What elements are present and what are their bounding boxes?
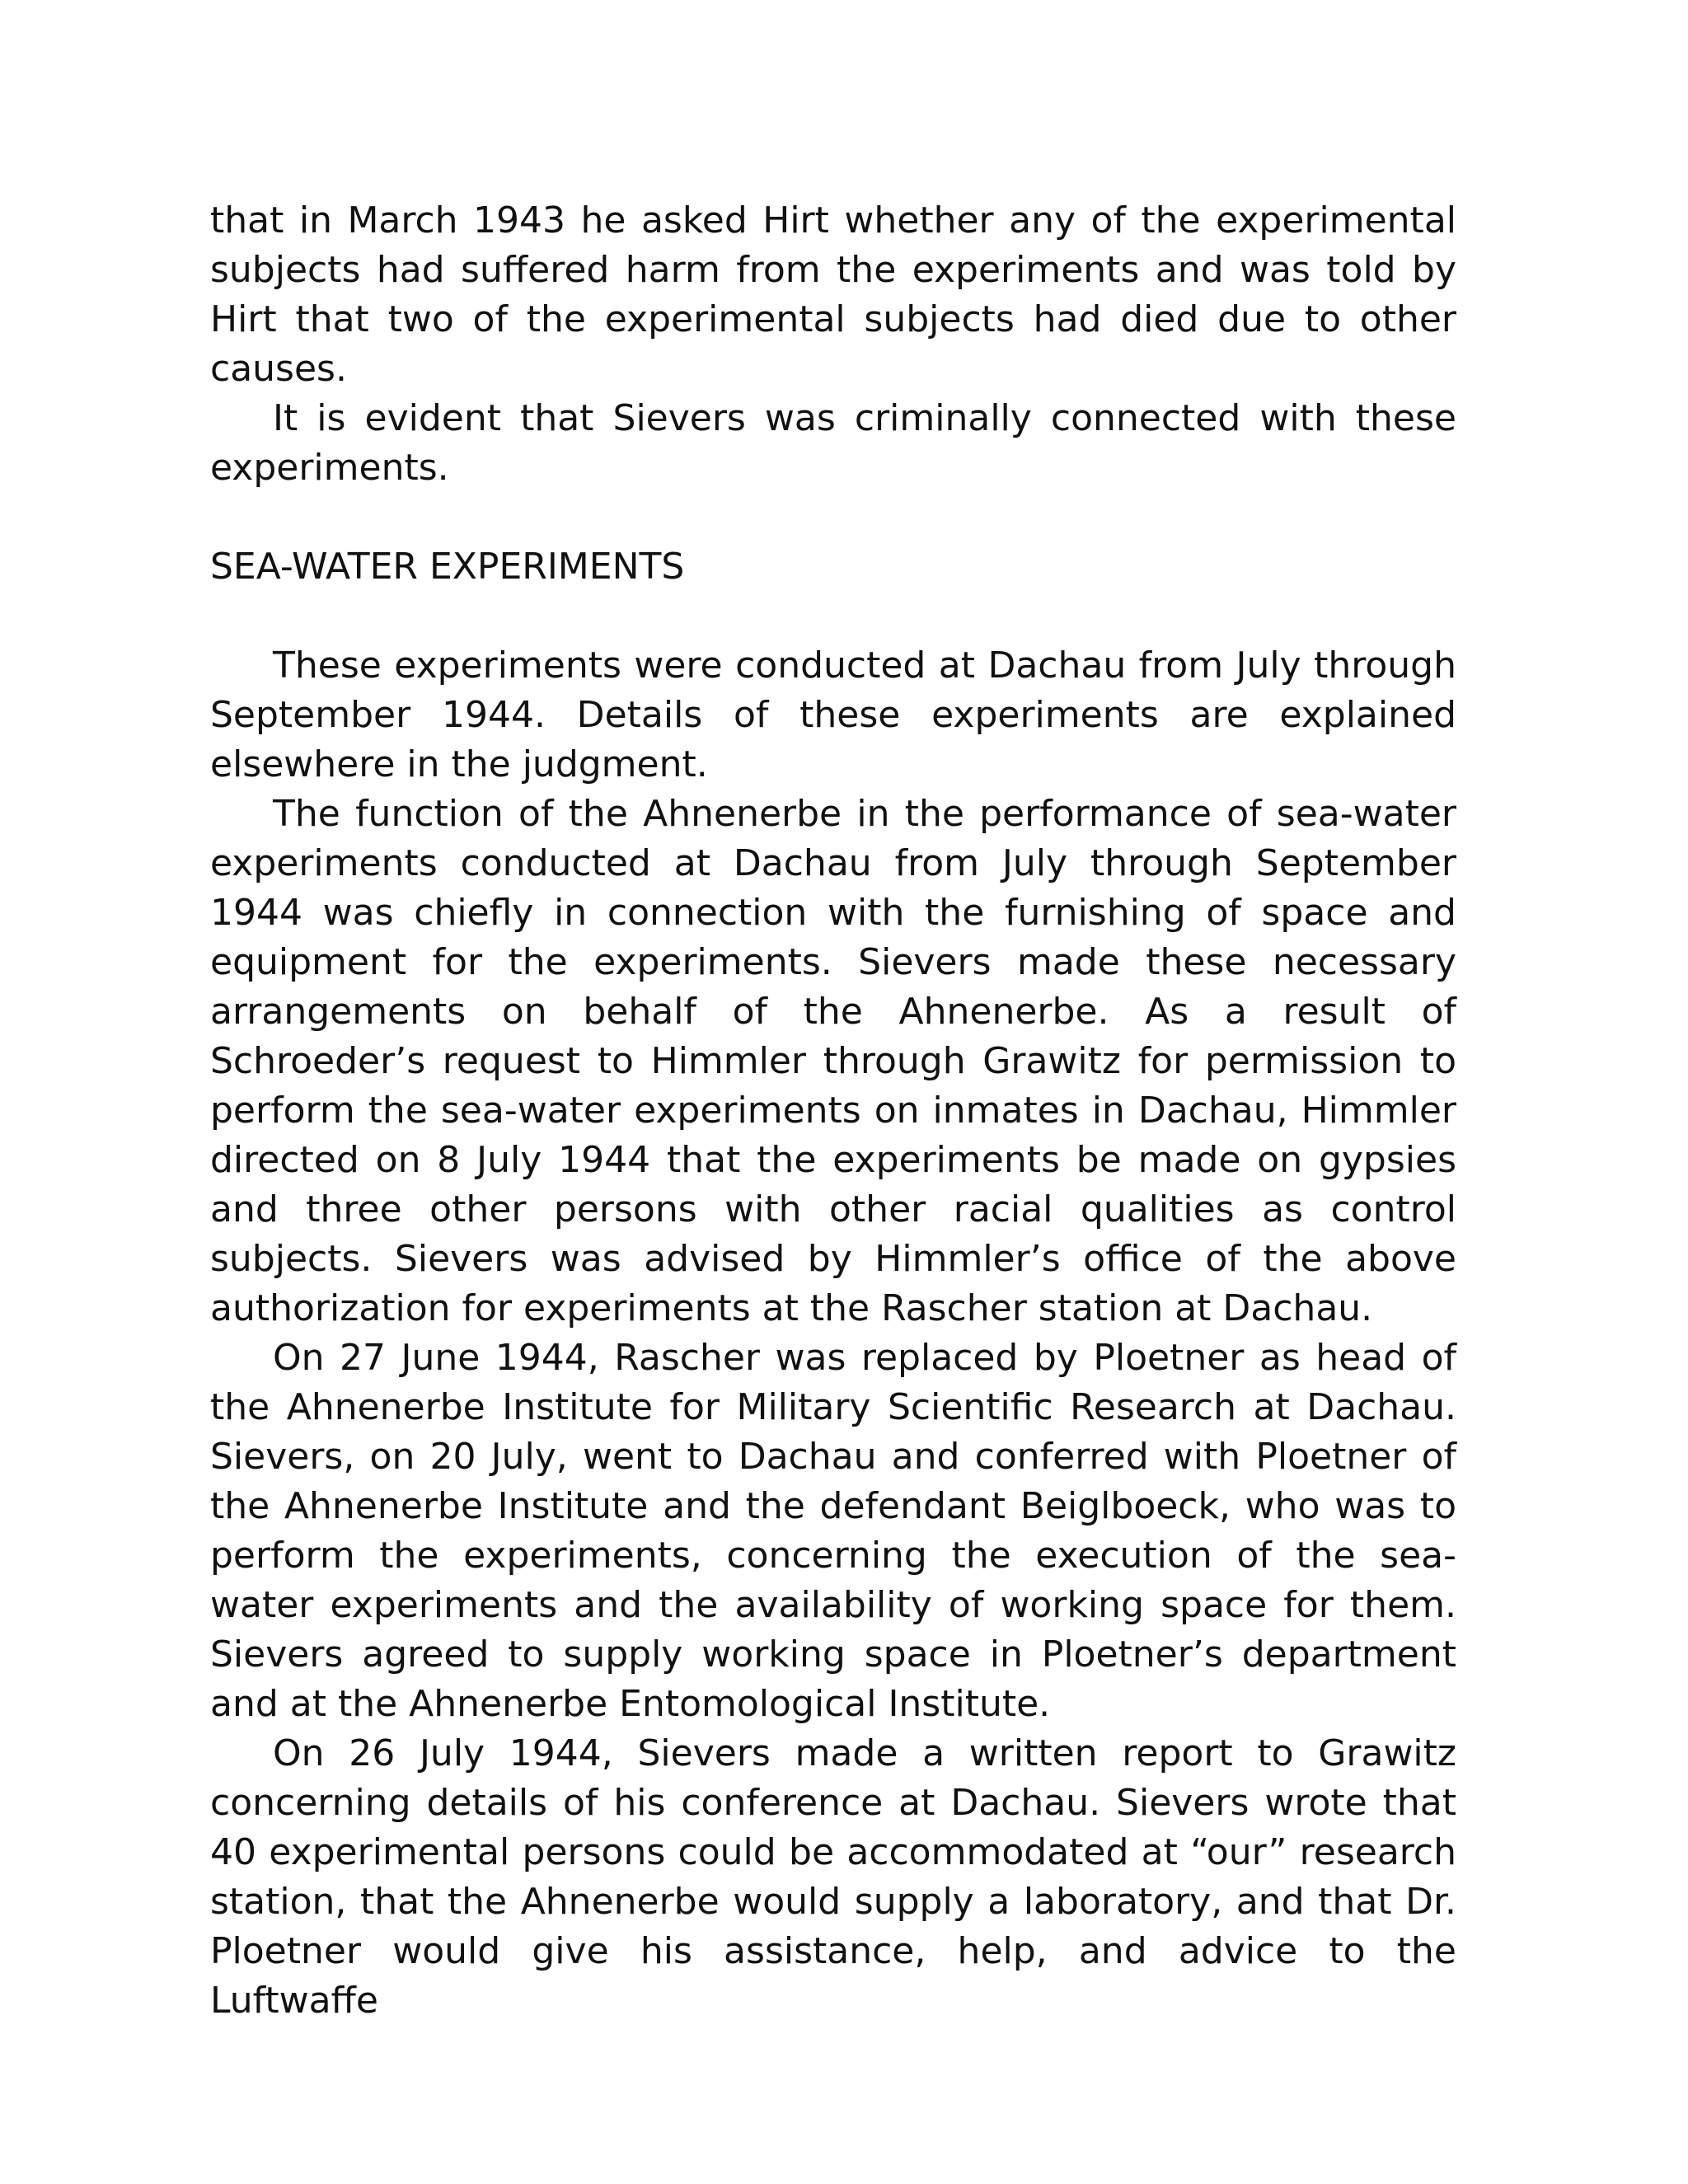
paragraph-sievers-connection: It is evident that Sievers was criminally connected with these experiments.: [210, 397, 1456, 489]
paragraph-rascher-replaced: On 27 June 1944, Rascher was replaced by Ploetner as head of the Ahnenerbe Institute for Military Scientific Research at Dachau. Sievers, on 20 July, went to Dachau and conferred with Ploetner of the Ahnenerbe Institute and the defendant Beiglboeck, who was to perform the experiments, concerning the execution of the sea-water experiments and the availability of working space for them. Sievers agreed to supply working space in Ploetner’s department and at the Ahnenerbe Entomological Institute.: [210, 1337, 1456, 1725]
paragraph-written-report: On 26 July 1944, Sievers made a written report to Grawitz concerning details of his conference at Dachau. Sievers wrote that 40 experimental persons could be accommodated at “our” research station, that the Ahnenerbe would supply a laboratory, and that Dr. Ploetner would give his assistance, help, and advice to the Luftwaffe: [210, 1732, 1456, 2022]
paragraph-continued: that in March 1943 he asked Hirt whether any of the experimental subjects had suffered harm from the experiments and was told by Hirt that two of the experimental subjects had died due to other causes.: [210, 199, 1456, 390]
section-heading: SEA-WATER EXPERIMENTS: [210, 546, 685, 588]
paragraph-ahnenerbe-function: The function of the Ahnenerbe in the performance of sea-water experiments conducted at Dachau from July through September 1944 was chiefly in connection with the furnishing of space and equipment for the experiments. Sievers made these necessary arrangements on behalf of the Ahnenerbe. As a result of Schroeder’s request to Himmler through Grawitz for permission to perform the sea-water experiments on inmates in Dachau, Himmler directed on 8 July 1944 that the experiments be made on gypsies and three other persons with other racial qualities as control subjects. Sievers was advised by Himmler’s office of the above authorization for experiments at the Rascher station at Dachau.: [210, 793, 1456, 1329]
document-page: [210, 196, 1456, 2026]
paragraph-dachau-dates: These experiments were conducted at Dachau from July through September 1944. Details of these experiments are explained elsewhere in the judgment.: [210, 644, 1456, 785]
